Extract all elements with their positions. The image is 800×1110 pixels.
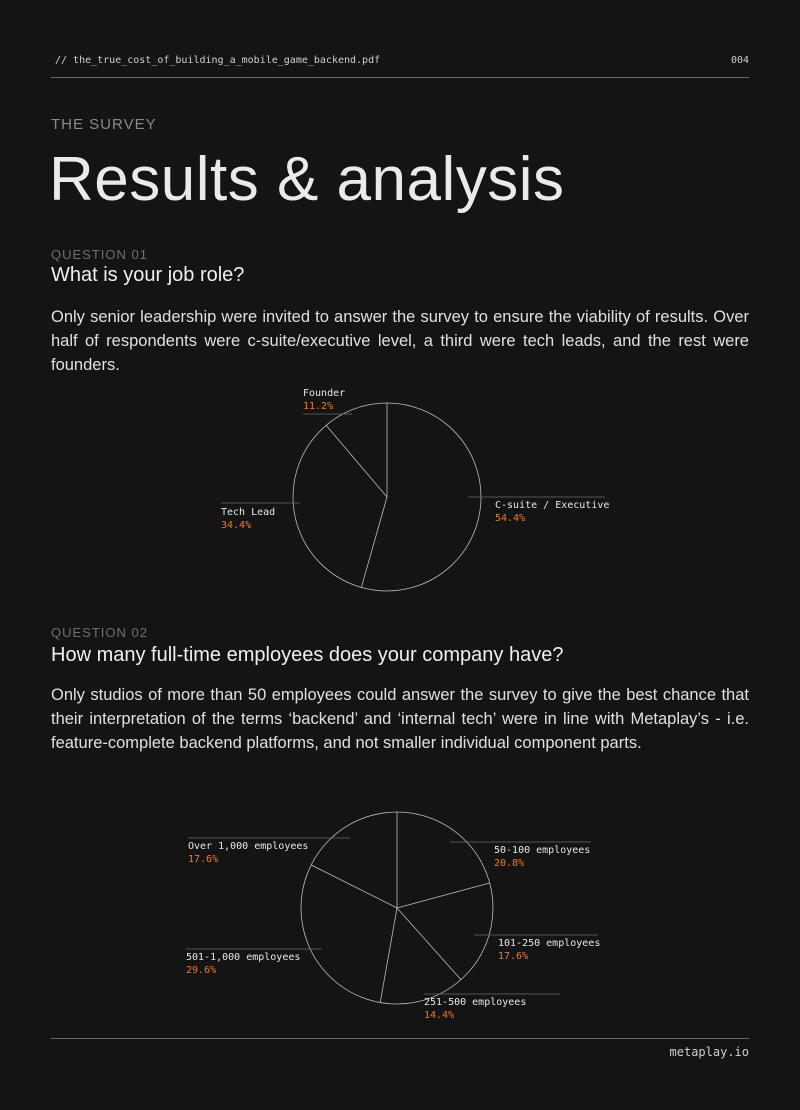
pie-2-label-5: Over 1,000 employees [188,841,309,852]
pie-2-slice-2-divider [397,883,490,908]
question-2-title: How many full-time employees does your company have? [51,644,564,666]
document-filename: // the_true_cost_of_building_a_mobile_game_backend.pdf [55,55,381,66]
pie-1-value-3: 11.2% [303,401,334,412]
footer-site: metaplay.io [669,1045,749,1059]
pie-2-slice-4-divider [380,908,397,1003]
pie-2-value-4: 29.6% [186,965,217,976]
pie-2-slice-3-divider [397,908,461,980]
pie-2-label-3: 251-500 employees [424,997,527,1008]
question-1-body: Only senior leadership were invited to answer the survey to ensure the viability of results. Over half of respondents were c-suite/executive level, a third were tech leads, and the rest were founders. [51,308,749,374]
pie-2-slice-5-divider [311,865,397,908]
pie-1-label-1: C-suite / Executive [495,500,610,511]
pie-1-slice-3-divider [326,425,387,497]
page-footer [51,1038,749,1059]
question-2-body: Only studios of more than 50 employees could answer the survey to give the best chance that their interpretation of the terms ‘backend’ and ‘internal tech’ were in line with Metaplay’s - i.e. feature-complete backend platforms, and not smaller individual component parts. [51,686,749,752]
pie-2-value-1: 20.8% [494,858,525,869]
pie-2-label-1: 50-100 employees [494,845,591,856]
page-title: Results & analysis [49,145,565,214]
pie-1-value-1: 54.4% [495,513,526,524]
question-1-title: What is your job role? [51,264,245,286]
pie-1-label-2: Tech Lead [221,507,276,518]
section-label: THE SURVEY [51,116,157,133]
pie-2-value-5: 17.6% [188,854,219,865]
pie-1-slice-2-divider [361,497,387,587]
question-2-label: QUESTION 02 [51,625,148,640]
pie-2-value-2: 17.6% [498,951,529,962]
pie-2-label-4: 501-1,000 employees [186,952,301,963]
pie-1-value-2: 34.4% [221,520,252,531]
pie-1-label-3: Founder [303,388,346,399]
pie-2-value-3: 14.4% [424,1010,455,1021]
page-number: 004 [730,55,749,66]
question-1-label: QUESTION 01 [51,247,148,262]
pie-2-label-2: 101-250 employees [498,938,601,949]
